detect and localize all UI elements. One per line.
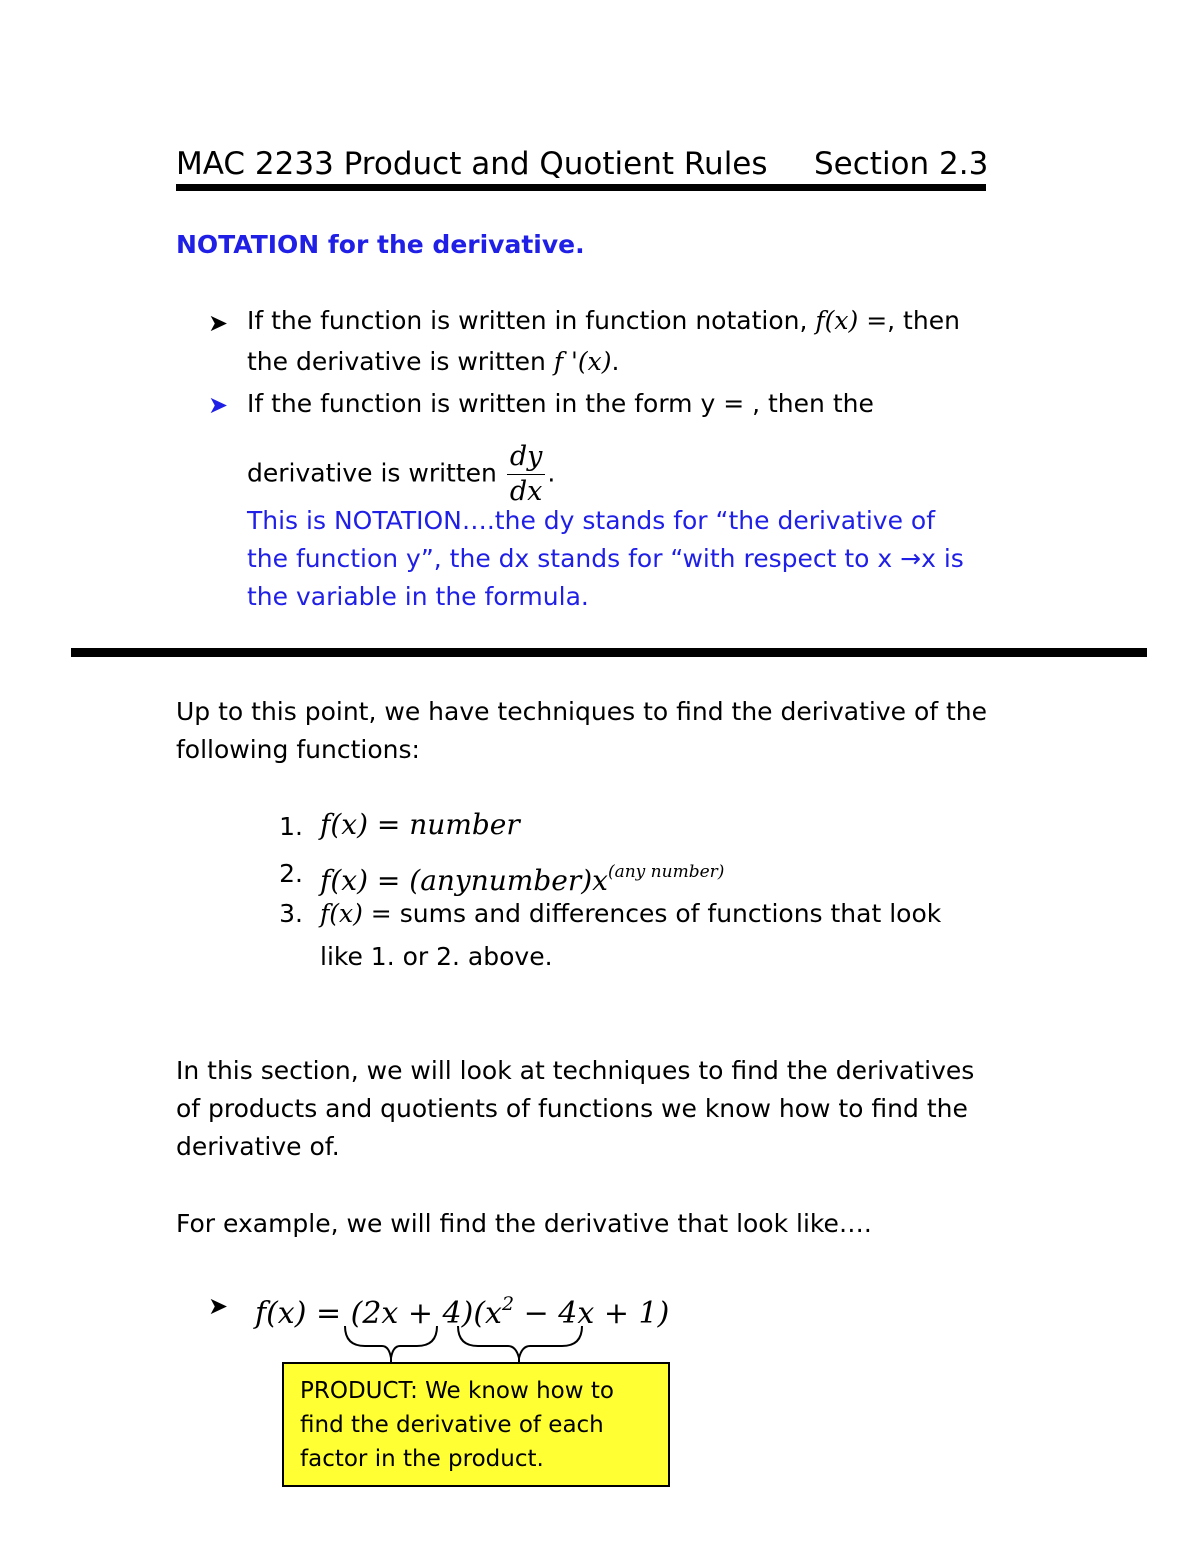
list-item-number: 2. bbox=[279, 859, 303, 888]
function-notation-math: f(x) = bbox=[815, 306, 888, 335]
section-text-line: derivative of. bbox=[176, 1132, 340, 1161]
list-item-text: like 1. or 2. above. bbox=[320, 942, 553, 971]
exponent: 2 bbox=[501, 1293, 515, 1315]
bullet1-line2: the derivative is written f '(x). bbox=[247, 347, 620, 376]
example-intro: For example, we will find the derivative that look like…. bbox=[176, 1209, 872, 1238]
section-text-line: In this section, we will look at techniques to find the derivatives bbox=[176, 1056, 975, 1085]
arrowhead-bullet-icon: ➤ bbox=[208, 391, 229, 419]
derivative-prime-math: f '(x) bbox=[553, 347, 612, 376]
notation-note-line: This is NOTATION….the dy stands for “the derivative of bbox=[247, 506, 936, 535]
list-item-number: 3. bbox=[279, 899, 303, 928]
underbrace-icon bbox=[345, 1326, 437, 1358]
exponent: (any number) bbox=[607, 862, 725, 882]
bullet1-line1: If the function is written in function notation, f(x) =, then bbox=[247, 306, 960, 335]
bullet2-line1: If the function is written in the form y = , then the bbox=[247, 389, 874, 418]
section-text-line: of products and quotients of functions we know how to find the bbox=[176, 1094, 968, 1123]
fraction-numerator: dy bbox=[507, 442, 546, 475]
notation-note-line: the variable in the formula. bbox=[247, 582, 589, 611]
list-item-text: f(x) = sums and differences of functions that look bbox=[320, 899, 942, 928]
section-number: Section 2.3 bbox=[814, 146, 989, 182]
list-item-math: f(x) = number bbox=[320, 808, 520, 841]
intro-line: Up to this point, we have techniques to find the derivative of the bbox=[176, 697, 988, 726]
page-title: MAC 2233 Product and Quotient Rules bbox=[176, 146, 768, 182]
example-equation: $f(x) = (2x + 4)(x^2 - 4x + 1)$ bbox=[255, 1293, 670, 1331]
notation-note-line: the function y”, the dx stands for “with respect to x →x is bbox=[247, 544, 964, 573]
bullet2-line2: derivative is written $\frac{dy}{dx}$ . bbox=[247, 441, 556, 507]
list-item-number: 1. bbox=[279, 812, 303, 841]
fraction-denominator: dx bbox=[509, 476, 543, 507]
underbrace-icon bbox=[458, 1326, 582, 1358]
product-callout-box: PRODUCT: We know how to find the derivative of each factor in the product. bbox=[282, 1362, 670, 1487]
list-item-math: $f(x) = (anynumber)x^{(any number)}$ bbox=[320, 862, 725, 897]
intro-line: following functions: bbox=[176, 735, 420, 764]
arrowhead-bullet-icon: ➤ bbox=[208, 309, 229, 337]
arrowhead-bullet-icon: ➤ bbox=[208, 1292, 229, 1320]
notation-heading: NOTATION for the derivative. bbox=[176, 230, 585, 259]
